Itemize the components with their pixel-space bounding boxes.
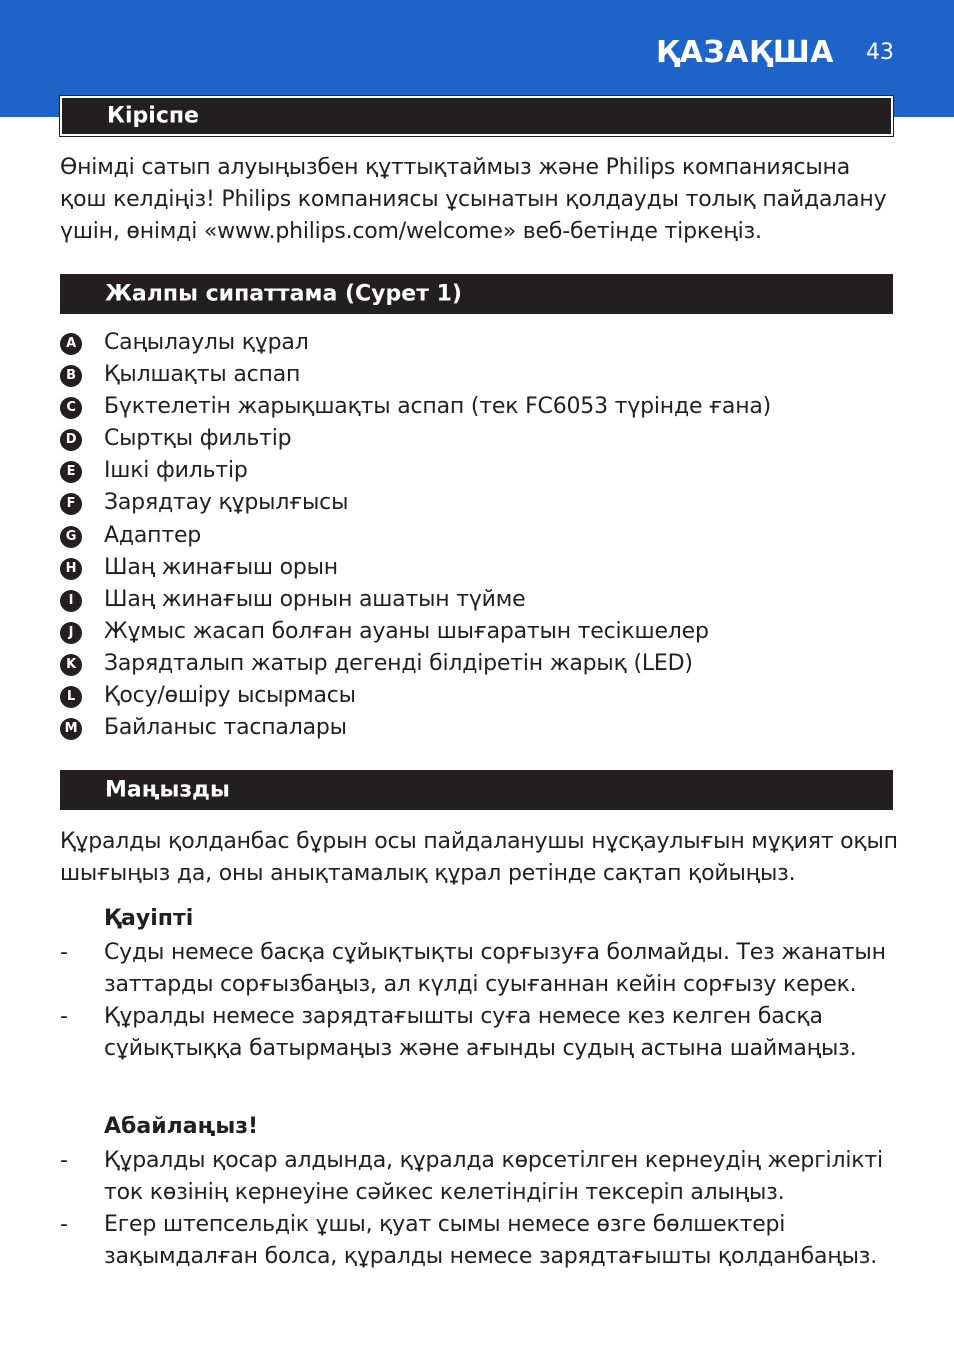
list-item [60, 487, 771, 519]
part-label: Ішкі фильтір [104, 458, 248, 484]
warning-list [60, 1145, 900, 1273]
list-item [60, 680, 771, 712]
bullet-text: Егер штепсельдік ұшы, қуат сымы немесе өзге бөлшектері зақымдалған болса, құралды немесе зарядтағышты қолданбаңыз. [104, 1212, 878, 1269]
letter-badge: L [60, 686, 82, 708]
letter-badge: C [60, 397, 82, 419]
part-label: Шаң жинағыш орын [104, 554, 338, 580]
list-item [60, 455, 771, 487]
section-heading-important-label: Маңызды [105, 777, 230, 803]
list-item [60, 1145, 900, 1209]
part-label: Бүктелетін жарықшақты аспап (тек FC6053 түрінде ғана) [104, 394, 772, 420]
bullet-dash: - [60, 1212, 68, 1237]
list-item [60, 584, 771, 616]
list-item [60, 1209, 900, 1273]
list-item [60, 937, 900, 1001]
letter-badge: H [60, 558, 82, 580]
bullet-dash: - [60, 940, 68, 965]
part-label: Зарядталып жатыр дегенді білдіретін жарық (LED) [104, 650, 693, 676]
bullet-text: Құралды қосар алдында, құралда көрсетілген кернеудің жергілікті ток көзінің кернеуіне сәйкес келетіндігін тексеріп алыңыз. [104, 1148, 883, 1205]
part-label: Қосу/өшіру ысырмасы [104, 683, 356, 709]
part-label: Қылшақты аспап [104, 362, 301, 388]
bullet-dash: - [60, 1004, 68, 1029]
letter-badge: K [60, 654, 82, 676]
list-item [60, 391, 771, 423]
section-heading-important [60, 770, 893, 810]
letter-badge: D [60, 429, 82, 451]
part-label: Жұмыс жасап болған ауаны шығаратын тесікшелер [104, 618, 709, 644]
list-item [60, 648, 771, 680]
section-heading-intro [60, 96, 893, 136]
section-heading-overview [60, 274, 893, 314]
warning-title: Абайлаңыз! [104, 1114, 259, 1139]
part-label: Саңылаулы құрал [104, 330, 309, 355]
part-label: Зарядтау құрылғысы [104, 490, 349, 516]
bullet-dash: - [60, 1148, 68, 1173]
part-label: Шаң жинағыш орнын ашатын түйме [104, 586, 526, 612]
language-title: ҚАЗАҚША [655, 35, 834, 70]
intro-paragraph: Өнімді сатып алуыңызбен құттықтаймыз және Philips компаниясына қош келдіңіз! Philips компаниясы ұсынатын қолдауды толық пайдалану үшін, өнімді «www.philips.com/welcome» веб-бетінде тіркеңіз. [60, 155, 887, 244]
section-heading-overview-label: Жалпы сипаттама (Сурет 1) [105, 281, 462, 307]
list-item [60, 423, 771, 455]
list-item [60, 359, 771, 391]
list-item [60, 616, 771, 648]
bullet-text: Құралды немесе зарядтағышты суға немесе кез келген басқа сұйықтыққа батырмаңыз және ағынды судың астына шаймаңыз. [104, 1004, 857, 1061]
part-label: Адаптер [104, 522, 202, 548]
danger-list [60, 937, 900, 1065]
letter-badge: M [60, 718, 82, 740]
danger-title: Қауіпті [104, 906, 194, 931]
section-heading-intro-label: Кіріспе [107, 103, 199, 129]
letter-badge: I [60, 590, 82, 612]
list-item [60, 327, 771, 359]
letter-badge: E [60, 461, 82, 483]
list-item [60, 552, 771, 584]
important-paragraph: Құралды қолданбас бұрын осы пайдаланушы нұсқаулығын мұқият оқып шығыңыз да, оны анықтамалық құрал ретінде сақтап қойыңыз. [60, 829, 898, 886]
list-item [60, 520, 771, 552]
letter-badge: A [60, 333, 82, 355]
part-label: Байланыс таспалары [104, 715, 347, 741]
letter-badge: G [60, 526, 82, 548]
page-number: 43 [866, 40, 894, 65]
part-label: Сыртқы фильтір [104, 426, 292, 452]
letter-badge: F [60, 493, 82, 515]
letter-badge: B [60, 365, 82, 387]
list-item [60, 1001, 900, 1065]
parts-list [60, 327, 771, 744]
bullet-text: Суды немесе басқа сұйықтықты сорғызуға болмайды. Тез жанатын заттарды сорғызбаңыз, ал күлді суығаннан кейін сорғызу керек. [104, 940, 886, 997]
letter-badge: J [60, 622, 82, 644]
list-item [60, 712, 771, 744]
